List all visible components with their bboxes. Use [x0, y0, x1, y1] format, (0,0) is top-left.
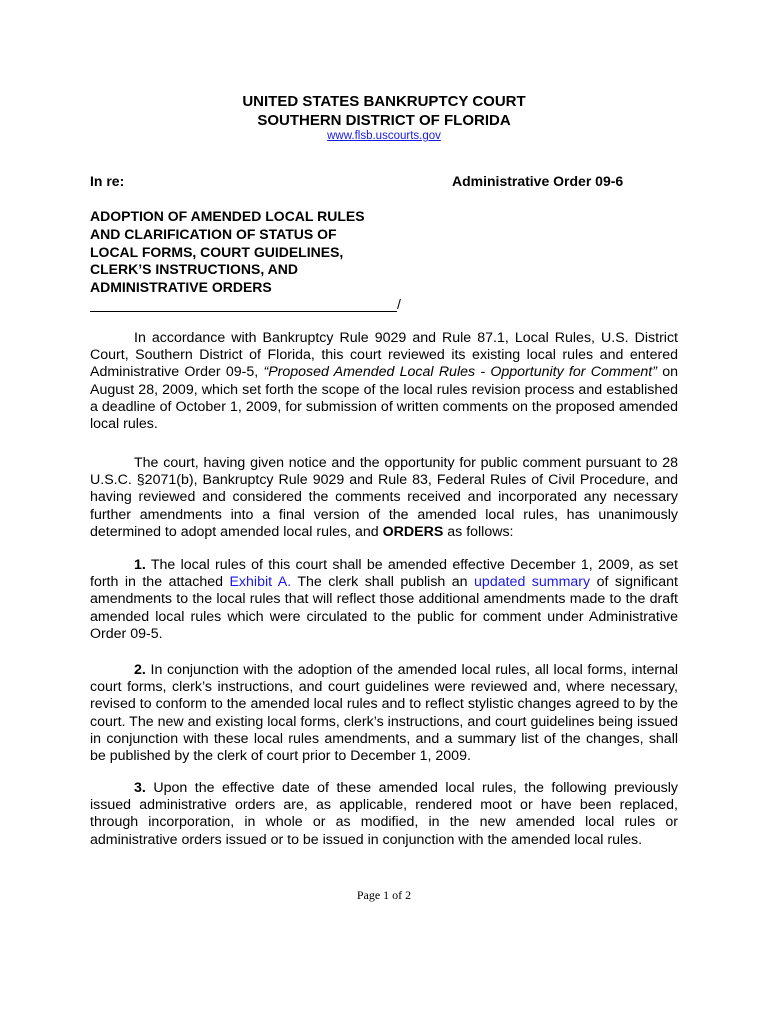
caption-underline [90, 311, 397, 312]
caption-line: ADOPTION OF AMENDED LOCAL RULES [90, 208, 365, 224]
court-name: UNITED STATES BANKRUPTCY COURT [242, 93, 526, 110]
court-district: SOUTHERN DISTRICT OF FLORIDA [257, 112, 511, 129]
caption-line: ADMINISTRATIVE ORDERS [90, 279, 272, 296]
caption-line: AND CLARIFICATION OF STATUS OF [90, 225, 337, 242]
paragraph-intro [90, 330, 678, 433]
item-number: 1. [134, 557, 146, 573]
item-number: 2. [134, 662, 146, 678]
in-re-label: In re: [90, 173, 125, 189]
paragraph-findings [90, 455, 678, 541]
paragraph-order-2 [90, 662, 678, 765]
p2-orders-word: ORDERS [382, 523, 444, 540]
p3-text-a: The local rules of this court shall be amended effective December 1, 2009, as set forth in the attached [90, 557, 678, 591]
exhibit-a-link[interactable]: Exhibit A. [229, 574, 292, 591]
updated-summary-link[interactable]: updated summary [474, 574, 591, 591]
page-number: Page 1 of 2 [356, 888, 412, 902]
p3-text-c: of significant amendments to the local rules that will reflect those additional amendments made to the draft amended local rules which were circulated to the public for comment under Administrative Order 09-5. [90, 574, 679, 642]
p1-order-title: “Proposed Amended Local Rules - Opportunity for Comment” [263, 364, 657, 381]
p3-text-b: The clerk shall publish an [291, 574, 475, 591]
p4-text: In conjunction with the adoption of the amended local rules, all local forms, internal court forms, clerk’s instructions, and court guidelines were reviewed and, where necessary, revised to conform to the amended local rules and to reflect stylistic changes agreed to by the court. The new and existing local forms, clerk’s instructions, and court guidelines being issued in conjunction with these local rules amendments, and a summary list of the changes, shall be published by the clerk of court prior to December 1, 2009. [90, 662, 678, 765]
p5-text: Upon the effective date of these amended local rules, the following previously issued administrative orders are, as applicable, rendered moot or have been replaced, through incorporation, in whole or as modified, in the new amended local rules or administrative orders issued or to be issued in conjunction with the amended local rules. [90, 780, 678, 848]
p2-text-a: The court, having given notice and the opportunity for public comment pursuant to 28 U.S.C. §2071(b), Bankruptcy Rule 9029 and Rule 83, Federal Rules of Civil Procedure, and having reviewed and considered the comments received and incorporated any necessary further amendments into a final version of the amended local rules, has unanimously determined to adopt amended local rules, and [90, 455, 678, 540]
item-number: 3. [134, 780, 146, 796]
paragraph-order-1 [90, 557, 678, 643]
p1-text-a: In accordance with Bankruptcy Rule 9029 and Rule 87.1, Local Rules, U.S. District Court, Southern District of Florida, this court reviewed its existing local rules and entered Administrative Order 09-5, [90, 330, 678, 381]
caption-line: CLERK’S INSTRUCTIONS, AND [90, 261, 298, 278]
p2-text-b: as follows: [443, 523, 514, 540]
administrative-order-number: Administrative Order 09-6 [452, 173, 624, 189]
caption-slash: / [397, 296, 401, 312]
paragraph-order-3 [90, 780, 678, 849]
case-caption [90, 208, 420, 297]
caption-line: LOCAL FORMS, COURT GUIDELINES, [90, 243, 344, 260]
court-website-link[interactable]: www.flsb.uscourts.gov [327, 130, 441, 142]
p1-text-b: on August 28, 2009, which set forth the scope of the local rules revision process and established a deadline of October 1, 2009, for submission of written comments on the proposed amended local rules. [90, 364, 678, 433]
